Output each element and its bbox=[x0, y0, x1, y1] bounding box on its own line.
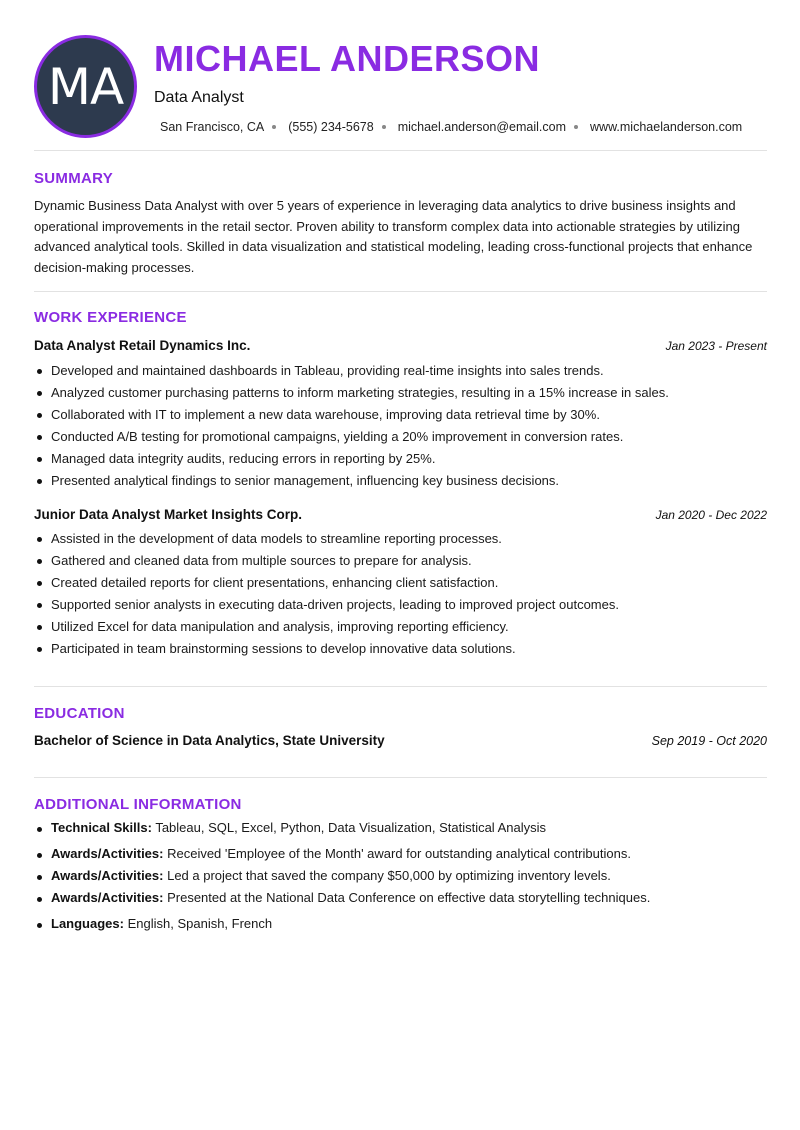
separator-dot bbox=[574, 125, 578, 129]
section-divider bbox=[34, 150, 767, 151]
list-item: Collaborated with IT to implement a new data warehouse, improving data retrieval time by 30%. bbox=[34, 404, 767, 426]
job-title: Data Analyst Retail Dynamics Inc. bbox=[34, 338, 251, 353]
list-item: Conducted A/B testing for promotional campaigns, yielding a 20% improvement in conversion rates. bbox=[34, 426, 767, 448]
additional-heading: ADDITIONAL INFORMATION bbox=[34, 796, 242, 813]
list-item bbox=[34, 868, 767, 883]
item-label: Awards/Activities: bbox=[51, 868, 164, 883]
list-item: Managed data integrity audits, reducing errors in reporting by 25%. bbox=[34, 448, 767, 470]
degree: Bachelor of Science in Data Analytics, State University bbox=[34, 733, 385, 748]
separator-dot bbox=[382, 125, 386, 129]
list-item bbox=[34, 916, 767, 931]
separator-dot bbox=[272, 125, 276, 129]
list-item: Developed and maintained dashboards in Tableau, providing real-time insights into sales trends. bbox=[34, 360, 767, 382]
item-text: English, Spanish, French bbox=[127, 916, 273, 931]
summary-heading: SUMMARY bbox=[34, 170, 114, 187]
job-header bbox=[34, 338, 767, 353]
item-label: Technical Skills: bbox=[51, 820, 152, 835]
job-bullets bbox=[34, 528, 767, 660]
item-label: Awards/Activities: bbox=[51, 846, 164, 861]
job-title: Junior Data Analyst Market Insights Corp. bbox=[34, 507, 303, 522]
item-label: Awards/Activities: bbox=[51, 890, 164, 905]
list-item bbox=[34, 890, 767, 905]
summary-text: Dynamic Business Data Analyst with over 5 years of experience in leveraging data analytics to drive business insights and operational improvements in the retail sector. Proven ability to transform complex data into actionable strategies by utilizing advanced analytical tools. Skilled in data visualization and statistical modeling, leading cross-functional projects that enhance decision-making processes. bbox=[34, 198, 753, 275]
section-divider bbox=[34, 291, 767, 292]
item-text: Led a project that saved the company $50,000 by optimizing inventory levels. bbox=[167, 868, 611, 883]
list-item: Gathered and cleaned data from multiple sources to prepare for analysis. bbox=[34, 550, 767, 572]
job-date: Jan 2023 - Present bbox=[665, 339, 767, 353]
experience-heading: WORK EXPERIENCE bbox=[34, 309, 187, 326]
contact-phone: (555) 234-5678 bbox=[288, 120, 374, 134]
education-date: Sep 2019 - Oct 2020 bbox=[651, 734, 767, 748]
contact-row bbox=[160, 120, 742, 134]
list-item bbox=[34, 846, 767, 861]
contact-email[interactable]: michael.anderson@email.com bbox=[397, 120, 567, 134]
candidate-name: MICHAEL ANDERSON bbox=[154, 38, 541, 79]
candidate-title: Data Analyst bbox=[154, 89, 244, 106]
resume-header bbox=[0, 0, 800, 150]
section-divider bbox=[34, 686, 767, 687]
job-header bbox=[34, 507, 767, 522]
education-heading: EDUCATION bbox=[34, 705, 125, 722]
additional-list bbox=[34, 820, 767, 931]
list-item: Created detailed reports for client presentations, enhancing client satisfaction. bbox=[34, 572, 767, 594]
contact-location: San Francisco, CA bbox=[160, 120, 265, 134]
avatar-initials: MA bbox=[47, 57, 124, 116]
contact-website[interactable]: www.michaelanderson.com bbox=[590, 120, 743, 134]
list-item bbox=[34, 820, 767, 835]
list-item: Participated in team brainstorming sessions to develop innovative data solutions. bbox=[34, 638, 767, 660]
list-item: Analyzed customer purchasing patterns to inform marketing strategies, resulting in a 15% increase in sales. bbox=[34, 382, 767, 404]
list-item: Supported senior analysts in executing data-driven projects, leading to improved project outcomes. bbox=[34, 594, 767, 616]
item-label: Languages: bbox=[51, 916, 124, 931]
list-item: Utilized Excel for data manipulation and analysis, improving reporting efficiency. bbox=[34, 616, 767, 638]
education-entry bbox=[34, 733, 767, 748]
list-item: Presented analytical findings to senior management, influencing key business decisions. bbox=[34, 470, 767, 492]
item-text: Received 'Employee of the Month' award for outstanding analytical contributions. bbox=[167, 846, 631, 861]
job-date: Jan 2020 - Dec 2022 bbox=[655, 508, 767, 522]
section-divider bbox=[34, 777, 767, 778]
item-text: Tableau, SQL, Excel, Python, Data Visualization, Statistical Analysis bbox=[155, 820, 546, 835]
item-text: Presented at the National Data Conference on effective data storytelling techniques. bbox=[167, 890, 651, 905]
list-item: Assisted in the development of data models to streamline reporting processes. bbox=[34, 528, 767, 550]
job-bullets bbox=[34, 360, 767, 492]
avatar bbox=[34, 35, 137, 138]
